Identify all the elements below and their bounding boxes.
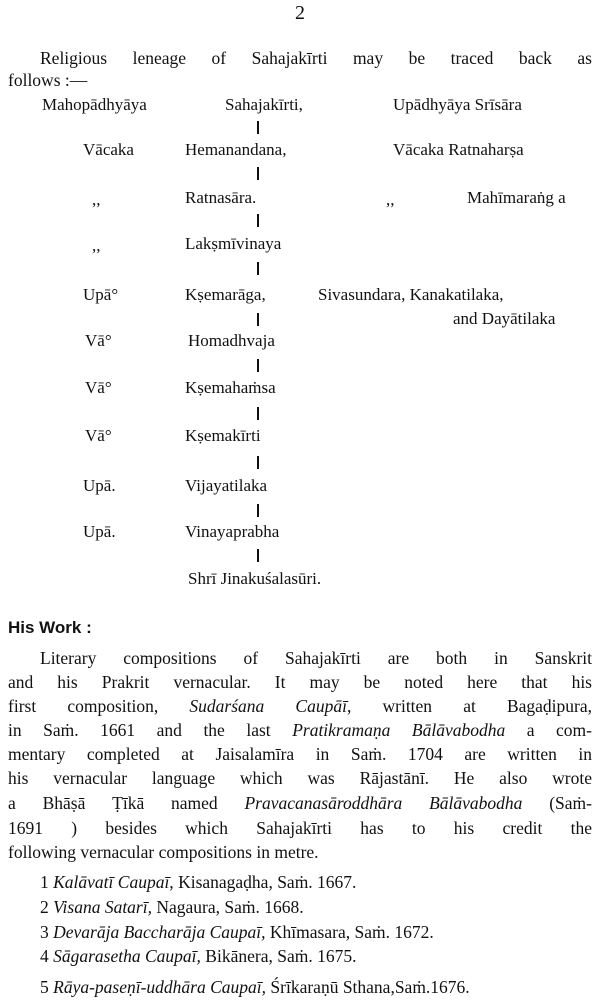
- lineage-name: Kṣemarāga,: [185, 285, 266, 304]
- body-line: and his Prakrit vernacular. It may be noted here that his: [8, 672, 592, 692]
- section-heading: His Work :: [8, 618, 92, 637]
- top-left-title: Mahopādhyāya: [42, 95, 147, 114]
- lineage-connector: [257, 407, 259, 420]
- lineage-name: Vijayatilaka: [185, 476, 268, 495]
- intro-line-1: Religious leneage of Sahajakīrti may be traced back as: [40, 48, 592, 68]
- lineage-prefix: Upā.: [83, 476, 116, 495]
- body-line: his vernacular language which was Rājastānī. He also wrote: [8, 768, 592, 788]
- lineage-connector: [257, 359, 259, 372]
- lineage-connector: [257, 214, 259, 227]
- body-line: a Bhāṣā Ṭīkā named Pravacanasāroddhāra Bālāvabodha (Saṁ-: [8, 793, 593, 813]
- lineage-connector: [257, 456, 259, 469]
- title-italic: Sudarśana Caupāī: [189, 696, 347, 716]
- lineage-connector: [257, 549, 259, 562]
- list-item: 2 Visana Satarī, Nagaura, Saṁ. 1668.: [40, 897, 304, 917]
- lineage-name: Lakṣmīvinaya: [185, 234, 282, 253]
- body-line: mentary completed at Jaisalamīra in Saṁ. 1704 are written in: [8, 744, 592, 764]
- lineage-connector: [257, 262, 259, 275]
- lineage-prefix: Upā.: [83, 522, 116, 541]
- lineage-name: Homadhvaja: [188, 331, 275, 350]
- lineage-prefix: ,,: [92, 190, 101, 209]
- body-line: Literary compositions of Sahajakīrti are both in Sanskrit: [40, 648, 592, 668]
- lineage-connector: [257, 167, 259, 180]
- page-number: 2: [295, 2, 305, 24]
- lineage-prefix: Vācaka: [83, 140, 134, 159]
- body-line: first composition, Sudarśana Caupāī, written at Bagaḍipura,: [8, 696, 593, 716]
- list-item: 3 Devarāja Baccharāja Caupaī, Khīmasara, Saṁ. 1672.: [40, 922, 434, 942]
- lineage-final-name: Shrī Jinakuśalasūri.: [188, 569, 322, 588]
- right-branch-2-name: Mahīmaraṅg a: [467, 188, 566, 207]
- title-italic: Pravacanasāroddhāra Bālāvabodha: [244, 793, 523, 813]
- lineage-name: Vinayaprabha: [185, 522, 280, 541]
- right-branch-3-line-1: Sivasundara, Kanakatilaka,: [318, 285, 504, 304]
- lineage-prefix: Vā°: [85, 331, 112, 350]
- lineage-prefix: Vā°: [85, 426, 112, 445]
- lineage-connector: [257, 121, 259, 134]
- body-line: following vernacular compositions in metre.: [8, 842, 319, 862]
- body-line: 1691 ) besides which Sahajakīrti has to his credit the: [8, 818, 592, 838]
- list-item: 4 Sāgarasetha Caupaī, Bikānera, Saṁ. 1675.: [40, 946, 357, 966]
- intro-line-2: follows :—: [8, 70, 88, 90]
- lineage-name: Ratnasāra.: [185, 188, 257, 207]
- right-branch-3-line-2: and Dayātilaka: [453, 309, 556, 328]
- top-right-name: Upādhyāya Srīsāra: [393, 95, 522, 114]
- title-italic: Pratikramaṇa Bālāvabodha: [292, 720, 506, 740]
- lineage-prefix: Upā°: [83, 285, 119, 304]
- lineage-name: Kṣemahaṁsa: [185, 378, 276, 397]
- right-branch-1: Vācaka Ratnaharṣa: [393, 140, 524, 159]
- list-item: 1 Kalāvatī Caupaī, Kisanagaḍha, Saṁ. 1667.: [40, 872, 357, 892]
- body-line: in Saṁ. 1661 and the last Pratikramaṇa Bālāvabodha a com-: [8, 720, 592, 740]
- right-branch-2-prefix: ,,: [386, 190, 395, 209]
- lineage-prefix: ,,: [92, 236, 101, 255]
- lineage-prefix: Vā°: [85, 378, 112, 397]
- lineage-connector: [257, 504, 259, 517]
- root-name: Sahajakīrti,: [225, 95, 303, 114]
- list-item: 5 Rāya-paseṇī-uddhāra Caupaī, Śrīkaraṇū Sthana,Saṁ.1676.: [40, 977, 470, 997]
- lineage-name: Hemanandana,: [185, 140, 287, 159]
- lineage-connector: [257, 313, 259, 326]
- lineage-name: Kṣemakīrti: [185, 426, 261, 445]
